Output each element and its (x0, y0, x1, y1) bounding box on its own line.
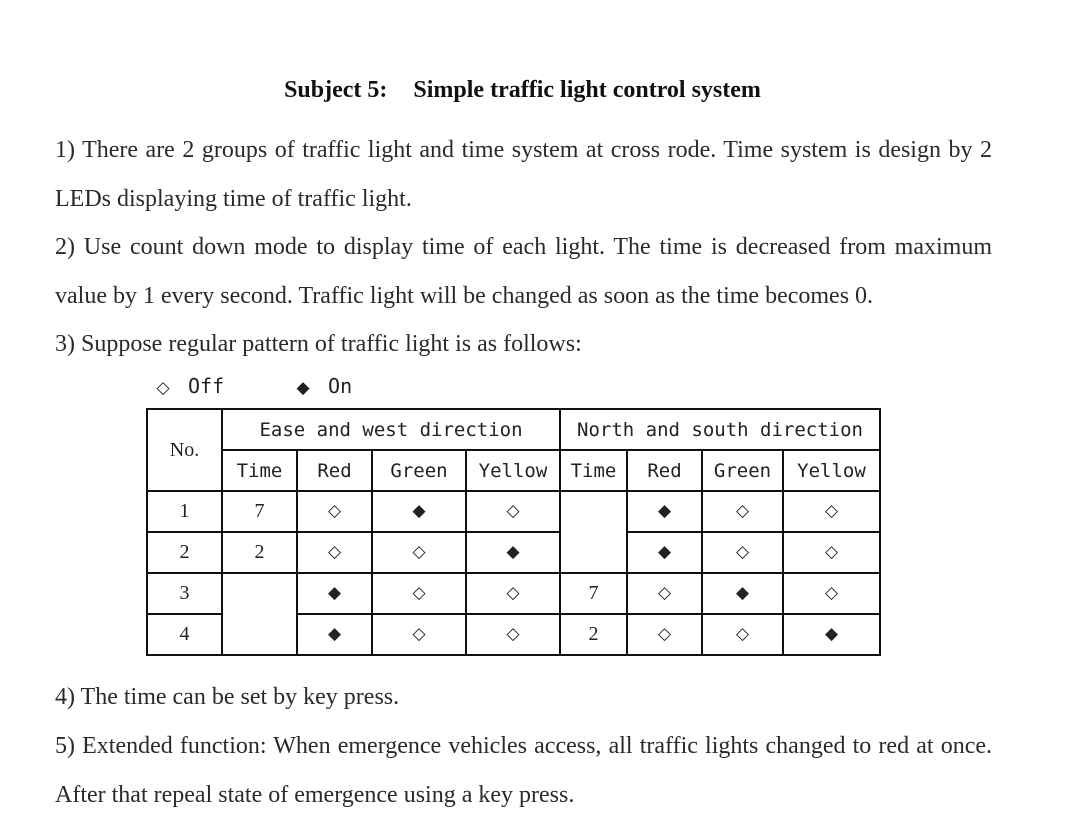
ew-red-light-icon: ◇ (297, 532, 372, 573)
paragraph-5: 5) Extended function: When emergence vehicles access, all traffic lights changed to red at once. After that repeal state of emergence using a key press. (55, 733, 992, 808)
ew-red-light-icon: ◆ (297, 614, 372, 655)
ew-time-cell (222, 573, 297, 655)
ns-green-light-icon: ◆ (702, 573, 783, 614)
ns-yellow-header: Yellow (783, 450, 880, 491)
ns-red-light-icon: ◇ (627, 614, 702, 655)
ns-time-cell: 2 (560, 614, 627, 655)
paragraph-4: 4) The time can be set by key press. (55, 684, 400, 710)
ns-green-light-icon: ◇ (702, 491, 783, 532)
row-number: 4 (147, 614, 222, 655)
ew-green-header: Green (372, 450, 466, 491)
page-title (0, 77, 1045, 104)
table-subheader-row (147, 450, 880, 491)
paragraph-2: 2) Use count down mode to display time of each light. The time is decreased from maximum value by 1 every second. Traffic light will be changed as soon as the time becomes 0. (55, 234, 992, 309)
ns-yellow-light-icon: ◇ (783, 491, 880, 532)
ew-green-light-icon: ◇ (372, 614, 466, 655)
ns-red-light-icon: ◇ (627, 573, 702, 614)
ns-time-header: Time (560, 450, 627, 491)
legend-off (150, 374, 224, 398)
ns-green-header: Green (702, 450, 783, 491)
ns-yellow-light-icon: ◆ (783, 614, 880, 655)
row-number: 2 (147, 532, 222, 573)
table-header-row (147, 409, 880, 450)
ns-red-light-icon: ◆ (627, 491, 702, 532)
ew-red-header: Red (297, 450, 372, 491)
row-number: 3 (147, 573, 222, 614)
ew-yellow-light-icon: ◇ (466, 614, 560, 655)
ew-green-light-icon: ◇ (372, 532, 466, 573)
ew-time-cell: 7 (222, 491, 297, 532)
legend-on (290, 374, 352, 398)
subject-number: Subject 5: (284, 77, 388, 103)
table-row (147, 491, 880, 532)
ew-red-light-icon: ◇ (297, 491, 372, 532)
ew-yellow-light-icon: ◆ (466, 532, 560, 573)
ns-time-cell (560, 491, 627, 573)
off-diamond-icon: ◇ (156, 378, 170, 398)
legend-on-label: On (328, 374, 353, 398)
ew-yellow-header: Yellow (466, 450, 560, 491)
ew-direction-header: Ease and west direction (222, 409, 560, 450)
ew-green-light-icon: ◆ (372, 491, 466, 532)
ew-time-cell: 2 (222, 532, 297, 573)
paragraph-1: 1) There are 2 groups of traffic light and time system at cross rode. Time system is design by 2 LEDs displaying time of traffic light. (55, 137, 992, 212)
ns-yellow-light-icon: ◇ (783, 573, 880, 614)
ns-direction-header: North and south direction (560, 409, 880, 450)
traffic-light-table (146, 408, 881, 656)
table-row (147, 573, 880, 614)
ew-yellow-light-icon: ◇ (466, 491, 560, 532)
legend-off-label: Off (188, 374, 225, 398)
ns-time-cell: 7 (560, 573, 627, 614)
on-diamond-icon: ◆ (296, 378, 310, 398)
ns-red-light-icon: ◆ (627, 532, 702, 573)
row-number: 1 (147, 491, 222, 532)
paragraph-3: 3) Suppose regular pattern of traffic light is as follows: (55, 331, 582, 357)
subject-name: Simple traffic light control system (413, 77, 761, 103)
ew-green-light-icon: ◇ (372, 573, 466, 614)
ew-red-light-icon: ◆ (297, 573, 372, 614)
no-header: No. (147, 409, 222, 491)
table-row (147, 532, 880, 573)
ew-time-header: Time (222, 450, 297, 491)
ns-yellow-light-icon: ◇ (783, 532, 880, 573)
ns-green-light-icon: ◇ (702, 532, 783, 573)
ew-yellow-light-icon: ◇ (466, 573, 560, 614)
ns-green-light-icon: ◇ (702, 614, 783, 655)
ns-red-header: Red (627, 450, 702, 491)
